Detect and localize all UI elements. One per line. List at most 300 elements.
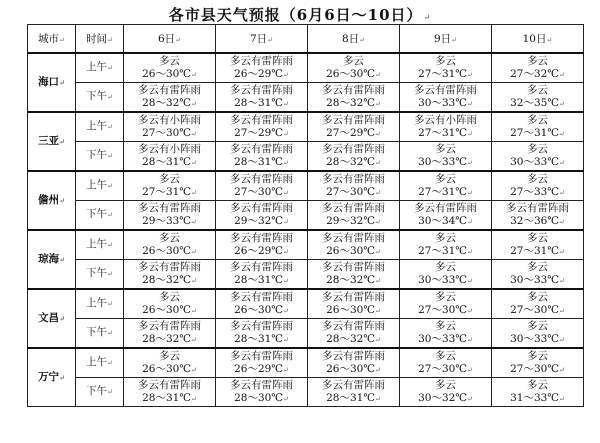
period-label: 上午	[86, 61, 108, 73]
table-body	[28, 53, 584, 407]
temperature-range	[400, 215, 491, 229]
paragraph-mark-icon: ↵	[467, 129, 473, 138]
weather-condition: 多云有雷阵雨	[230, 54, 293, 67]
temperature-range	[124, 186, 215, 200]
weather-condition: 多云有雷阵雨	[322, 142, 385, 155]
table-row	[28, 260, 584, 290]
paragraph-mark-icon: ↵	[59, 196, 65, 205]
paragraph-mark-icon: ↵	[467, 99, 473, 108]
temperature-range	[124, 392, 215, 406]
city-name-cell	[28, 171, 76, 230]
temperature-value: 30～33℃	[418, 332, 468, 345]
period-label: 下午	[86, 267, 108, 279]
temperature-value: 28～32℃	[142, 96, 192, 109]
paragraph-mark-icon: ↵	[375, 129, 381, 138]
temperature-value: 27～30℃	[142, 126, 192, 139]
temperature-range	[124, 274, 215, 288]
temperature-range	[124, 68, 215, 82]
forecast-cell	[308, 171, 400, 201]
paragraph-mark-icon: ↵	[467, 188, 473, 197]
temperature-value: 27～31℃	[418, 67, 468, 80]
forecast-cell	[492, 348, 584, 378]
paragraph-mark-icon: ↵	[107, 359, 113, 367]
paragraph-mark-icon: ↵	[375, 335, 381, 344]
forecast-cell	[492, 289, 584, 319]
paragraph-mark-icon: ↵	[467, 365, 473, 374]
forecast-cell	[124, 260, 216, 290]
period-label: 上午	[86, 238, 108, 250]
temperature-value: 30～32℃	[418, 391, 468, 404]
temperature-range	[124, 333, 215, 347]
temperature-range	[124, 127, 215, 141]
paragraph-mark-icon: ↵	[59, 78, 65, 87]
period-label: 下午	[86, 326, 108, 338]
weather-condition: 多云有雷阵雨	[230, 349, 293, 362]
weather-condition: 多云有雷阵雨	[230, 290, 293, 303]
temperature-range	[308, 245, 399, 259]
weather-condition: 多云	[435, 54, 456, 67]
weather-condition: 多云有雷阵雨	[322, 319, 385, 332]
period-cell	[76, 112, 124, 142]
city-name: 儋州	[38, 194, 60, 206]
forecast-cell	[492, 201, 584, 231]
weather-condition: 多云有雷阵雨	[230, 113, 293, 126]
city-name-cell	[28, 289, 76, 348]
table-row	[28, 319, 584, 349]
weather-condition: 多云	[159, 172, 180, 185]
forecast-cell	[124, 83, 216, 113]
weather-condition: 多云有小阵雨	[138, 142, 201, 155]
temperature-value: 28～30℃	[234, 391, 284, 404]
temperature-value: 28～32℃	[326, 273, 376, 286]
forecast-cell	[124, 53, 216, 83]
paragraph-mark-icon: ↵	[375, 276, 381, 285]
weather-condition: 多云有雷阵雨	[230, 83, 293, 96]
temperature-value: 30～33℃	[418, 155, 468, 168]
temperature-range	[308, 304, 399, 318]
forecast-cell	[492, 378, 584, 407]
temperature-value: 27～30℃	[510, 362, 560, 375]
weather-condition: 多云	[435, 319, 456, 332]
weather-condition: 多云有雷阵雨	[230, 378, 293, 391]
header-day-9: 9日↵	[400, 25, 492, 54]
forecast-cell	[400, 201, 492, 231]
temperature-range	[308, 215, 399, 229]
weather-condition: 多云有雷阵雨	[322, 260, 385, 273]
table-row	[28, 53, 584, 83]
temperature-value: 30～33℃	[418, 273, 468, 286]
weather-condition: 多云有雷阵雨	[230, 142, 293, 155]
temperature-value: 30～34℃	[418, 214, 468, 227]
forecast-cell	[124, 289, 216, 319]
period-cell	[76, 319, 124, 349]
temperature-range	[492, 392, 583, 406]
forecast-cell	[124, 230, 216, 260]
paragraph-mark-icon: ↵	[59, 314, 65, 323]
temperature-range	[308, 186, 399, 200]
temperature-value: 28～31℃	[142, 155, 192, 168]
temperature-value: 32～35℃	[510, 96, 560, 109]
forecast-cell	[308, 378, 400, 407]
temperature-value: 30～33℃	[418, 96, 468, 109]
period-cell	[76, 378, 124, 407]
temperature-value: 27～29℃	[326, 126, 376, 139]
weather-condition: 多云	[159, 349, 180, 362]
paragraph-mark-icon: ↵	[191, 335, 197, 344]
temperature-range	[216, 186, 307, 200]
paragraph-mark-icon: ↵	[423, 13, 432, 22]
weather-condition: 多云有雷阵雨	[230, 260, 293, 273]
city-name-cell	[28, 112, 76, 171]
temperature-range	[308, 274, 399, 288]
forecast-cell	[216, 83, 308, 113]
temperature-range	[400, 392, 491, 406]
forecast-cell	[124, 171, 216, 201]
temperature-range	[216, 97, 307, 111]
paragraph-mark-icon: ↵	[283, 365, 289, 374]
city-name: 万宁	[38, 371, 60, 383]
paragraph-mark-icon: ↵	[283, 99, 289, 108]
weather-condition: 多云	[527, 260, 548, 273]
paragraph-mark-icon: ↵	[467, 158, 473, 167]
paragraph-mark-icon: ↵	[191, 158, 197, 167]
paragraph-mark-icon: ↵	[467, 394, 473, 403]
temperature-range	[216, 127, 307, 141]
temperature-range	[308, 363, 399, 377]
weather-condition: 多云有雷阵雨	[322, 201, 385, 214]
weather-condition: 多云	[527, 319, 548, 332]
page-title	[0, 4, 600, 25]
paragraph-mark-icon: ↵	[375, 188, 381, 197]
temperature-value: 27～31℃	[510, 126, 560, 139]
forecast-cell	[308, 319, 400, 349]
header-time: 时间↵	[76, 25, 124, 54]
forecast-cell	[124, 142, 216, 172]
weather-condition: 多云	[527, 231, 548, 244]
temperature-value: 26～30℃	[234, 303, 284, 316]
temperature-value: 28～31℃	[234, 273, 284, 286]
forecast-cell	[400, 319, 492, 349]
weather-condition: 多云	[527, 113, 548, 126]
forecast-cell	[400, 83, 492, 113]
forecast-cell	[400, 260, 492, 290]
paragraph-mark-icon: ↵	[107, 388, 113, 396]
temperature-value: 28～32℃	[326, 155, 376, 168]
temperature-value: 26～30℃	[142, 67, 192, 80]
temperature-range	[400, 156, 491, 170]
temperature-range	[216, 68, 307, 82]
weather-forecast-table	[27, 24, 584, 407]
forecast-cell	[400, 348, 492, 378]
paragraph-mark-icon: ↵	[467, 217, 473, 226]
forecast-cell	[308, 53, 400, 83]
table-row	[28, 83, 584, 113]
paragraph-mark-icon: ↵	[191, 365, 197, 374]
temperature-range	[124, 156, 215, 170]
temperature-value: 27～31℃	[142, 185, 192, 198]
weather-condition: 多云有雷阵雨	[322, 113, 385, 126]
temperature-range	[308, 333, 399, 347]
temperature-range	[492, 68, 583, 82]
header-city: 城市↵	[28, 25, 76, 54]
page-title-text: 各市县天气预报（6月6日～10日）	[168, 6, 423, 24]
weather-condition: 多云	[527, 290, 548, 303]
paragraph-mark-icon: ↵	[283, 129, 289, 138]
paragraph-mark-icon: ↵	[283, 217, 289, 226]
forecast-cell	[124, 378, 216, 407]
temperature-value: 26～29℃	[234, 244, 284, 257]
weather-condition: 多云有小阵雨	[138, 113, 201, 126]
temperature-value: 27～29℃	[234, 126, 284, 139]
city-name-cell	[28, 53, 76, 112]
weather-condition: 多云	[527, 54, 548, 67]
paragraph-mark-icon: ↵	[559, 99, 565, 108]
temperature-range	[216, 333, 307, 347]
temperature-value: 30～33℃	[510, 273, 560, 286]
temperature-range	[492, 186, 583, 200]
weather-condition: 多云有雷阵雨	[414, 201, 477, 214]
temperature-range	[124, 304, 215, 318]
temperature-value: 27～32℃	[510, 67, 560, 80]
period-label: 下午	[86, 90, 108, 102]
temperature-range	[492, 363, 583, 377]
temperature-value: 27～30℃	[418, 362, 468, 375]
table-row	[28, 289, 584, 319]
forecast-cell	[492, 142, 584, 172]
weather-condition: 多云有雷阵雨	[322, 349, 385, 362]
temperature-value: 29～32℃	[326, 214, 376, 227]
period-label: 下午	[86, 149, 108, 161]
temperature-range	[308, 68, 399, 82]
temperature-range	[400, 363, 491, 377]
weather-condition: 多云有雷阵雨	[322, 378, 385, 391]
temperature-range	[400, 68, 491, 82]
temperature-range	[124, 215, 215, 229]
weather-condition: 多云	[527, 142, 548, 155]
paragraph-mark-icon: ↵	[283, 335, 289, 344]
paragraph-mark-icon: ↵	[283, 247, 289, 256]
temperature-range	[492, 215, 583, 229]
table-header-row	[28, 25, 584, 54]
weather-condition: 多云有小阵雨	[414, 113, 477, 126]
paragraph-mark-icon: ↵	[191, 70, 197, 79]
temperature-value: 28～31℃	[326, 391, 376, 404]
forecast-cell	[308, 83, 400, 113]
temperature-value: 26～30℃	[142, 303, 192, 316]
paragraph-mark-icon: ↵	[559, 365, 565, 374]
period-cell	[76, 53, 124, 83]
weather-condition: 多云	[435, 378, 456, 391]
temperature-value: 28～32℃	[326, 96, 376, 109]
weather-condition: 多云	[159, 231, 180, 244]
paragraph-mark-icon: ↵	[283, 306, 289, 315]
paragraph-mark-icon: ↵	[375, 99, 381, 108]
paragraph-mark-icon: ↵	[375, 158, 381, 167]
period-cell	[76, 348, 124, 378]
period-cell	[76, 289, 124, 319]
paragraph-mark-icon: ↵	[283, 394, 289, 403]
period-cell	[76, 260, 124, 290]
paragraph-mark-icon: ↵	[191, 247, 197, 256]
city-name: 三亚	[38, 135, 60, 147]
paragraph-mark-icon: ↵	[467, 306, 473, 315]
period-label: 上午	[86, 356, 108, 368]
forecast-cell	[492, 230, 584, 260]
weather-condition: 多云有雷阵雨	[230, 231, 293, 244]
weather-condition: 多云	[527, 83, 548, 96]
weather-condition: 多云	[527, 349, 548, 362]
paragraph-mark-icon: ↵	[467, 247, 473, 256]
paragraph-mark-icon: ↵	[191, 394, 197, 403]
weather-condition: 多云	[435, 142, 456, 155]
temperature-value: 27～31℃	[418, 126, 468, 139]
weather-condition: 多云	[435, 349, 456, 362]
paragraph-mark-icon: ↵	[191, 99, 197, 108]
temperature-range	[308, 127, 399, 141]
paragraph-mark-icon: ↵	[559, 276, 565, 285]
paragraph-mark-icon: ↵	[191, 306, 197, 315]
period-label: 上午	[86, 179, 108, 191]
period-label: 下午	[86, 208, 108, 220]
forecast-cell	[400, 53, 492, 83]
forecast-cell	[216, 171, 308, 201]
temperature-value: 31～33℃	[510, 391, 560, 404]
header-day-7: 7日↵	[216, 25, 308, 54]
forecast-cell	[308, 112, 400, 142]
temperature-value: 28～32℃	[326, 332, 376, 345]
forecast-cell	[124, 348, 216, 378]
forecast-cell	[492, 112, 584, 142]
weather-condition: 多云有雷阵雨	[414, 83, 477, 96]
temperature-value: 27～30℃	[234, 185, 284, 198]
temperature-value: 27～33℃	[510, 185, 560, 198]
temperature-range	[400, 97, 491, 111]
paragraph-mark-icon: ↵	[559, 188, 565, 197]
forecast-cell	[308, 289, 400, 319]
weather-condition: 多云有雷阵雨	[138, 378, 201, 391]
forecast-cell	[124, 112, 216, 142]
weather-condition: 多云有雷阵雨	[230, 319, 293, 332]
forecast-cell	[308, 230, 400, 260]
weather-condition: 多云有雷阵雨	[138, 83, 201, 96]
temperature-range	[400, 304, 491, 318]
temperature-value: 27～31℃	[510, 244, 560, 257]
temperature-range	[492, 156, 583, 170]
paragraph-mark-icon: ↵	[107, 211, 113, 219]
temperature-value: 27～30℃	[326, 185, 376, 198]
forecast-cell	[308, 201, 400, 231]
forecast-cell	[308, 348, 400, 378]
forecast-cell	[216, 289, 308, 319]
paragraph-mark-icon: ↵	[59, 373, 65, 382]
paragraph-mark-icon: ↵	[559, 335, 565, 344]
table-row	[28, 201, 584, 231]
temperature-range	[492, 304, 583, 318]
forecast-cell	[216, 201, 308, 231]
paragraph-mark-icon: ↵	[107, 182, 113, 190]
table-row	[28, 348, 584, 378]
paragraph-mark-icon: ↵	[191, 276, 197, 285]
forecast-cell	[216, 260, 308, 290]
paragraph-mark-icon: ↵	[559, 306, 565, 315]
forecast-cell	[216, 53, 308, 83]
weather-condition: 多云有雷阵雨	[230, 172, 293, 185]
period-label: 上午	[86, 297, 108, 309]
period-cell	[76, 142, 124, 172]
header-day-8: 8日↵	[308, 25, 400, 54]
header-day-6: 6日↵	[124, 25, 216, 54]
temperature-value: 26～29℃	[234, 362, 284, 375]
table-row	[28, 142, 584, 172]
weather-condition: 多云有雷阵雨	[138, 201, 201, 214]
temperature-range	[216, 156, 307, 170]
paragraph-mark-icon: ↵	[107, 64, 113, 72]
temperature-range	[492, 97, 583, 111]
temperature-value: 30～33℃	[510, 332, 560, 345]
temperature-range	[400, 127, 491, 141]
forecast-cell	[308, 142, 400, 172]
table-row	[28, 112, 584, 142]
forecast-cell	[216, 230, 308, 260]
weather-condition: 多云	[159, 290, 180, 303]
paragraph-mark-icon: ↵	[375, 306, 381, 315]
weather-condition: 多云	[435, 260, 456, 273]
weather-condition: 多云有雷阵雨	[322, 83, 385, 96]
weather-condition: 多云有雷阵雨	[322, 172, 385, 185]
forecast-cell	[124, 201, 216, 231]
forecast-cell	[400, 230, 492, 260]
period-cell	[76, 230, 124, 260]
forecast-cell	[400, 378, 492, 407]
paragraph-mark-icon: ↵	[375, 365, 381, 374]
forecast-cell	[216, 378, 308, 407]
temperature-value: 27～31℃	[418, 244, 468, 257]
forecast-cell	[124, 319, 216, 349]
temperature-range	[216, 274, 307, 288]
weather-condition: 多云有雷阵雨	[138, 260, 201, 273]
weather-condition: 多云有雷阵雨	[138, 319, 201, 332]
forecast-cell	[216, 319, 308, 349]
temperature-value: 28～31℃	[234, 96, 284, 109]
temperature-value: 28～31℃	[142, 391, 192, 404]
temperature-value: 30～33℃	[510, 155, 560, 168]
forecast-cell	[308, 260, 400, 290]
forecast-cell	[492, 83, 584, 113]
paragraph-mark-icon: ↵	[559, 129, 565, 138]
paragraph-mark-icon: ↵	[59, 255, 65, 264]
paragraph-mark-icon: ↵	[283, 188, 289, 197]
temperature-range	[216, 215, 307, 229]
temperature-value: 27～30℃	[510, 303, 560, 316]
table-row	[28, 230, 584, 260]
weather-condition: 多云	[527, 378, 548, 391]
paragraph-mark-icon: ↵	[467, 70, 473, 79]
weather-condition: 多云有雷阵雨	[506, 201, 569, 214]
paragraph-mark-icon: ↵	[559, 158, 565, 167]
temperature-range	[124, 363, 215, 377]
temperature-range	[216, 304, 307, 318]
period-label: 上午	[86, 120, 108, 132]
temperature-value: 26～30℃	[326, 244, 376, 257]
forecast-cell	[216, 348, 308, 378]
paragraph-mark-icon: ↵	[559, 217, 565, 226]
period-cell	[76, 171, 124, 201]
temperature-range	[400, 186, 491, 200]
city-name-cell	[28, 230, 76, 289]
temperature-range	[216, 245, 307, 259]
temperature-range	[400, 333, 491, 347]
temperature-range	[400, 245, 491, 259]
